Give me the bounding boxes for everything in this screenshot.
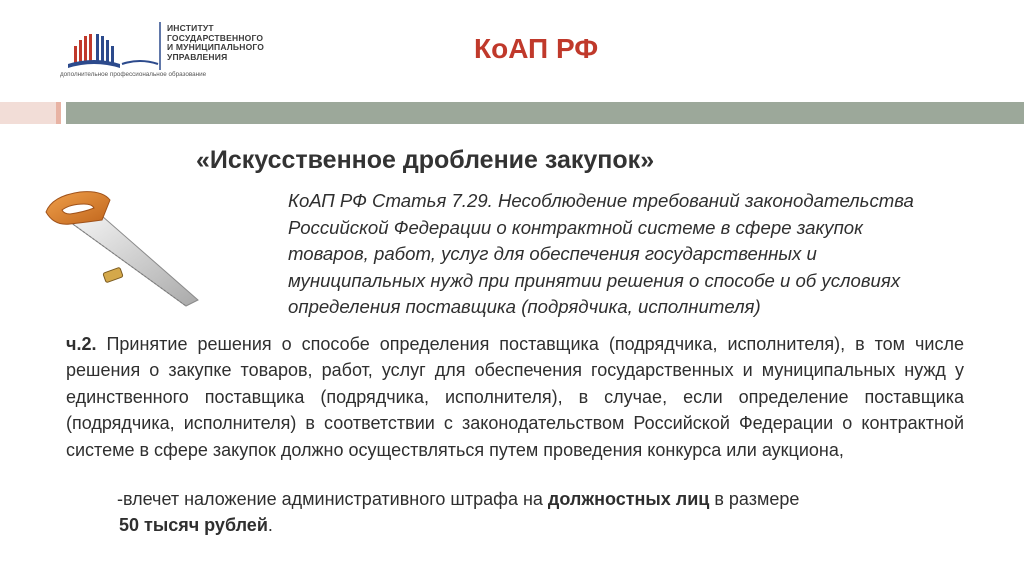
slide-title: КоАП РФ xyxy=(474,33,599,64)
penalty-prefix: -влечет наложение административного штрафа на xyxy=(117,489,548,509)
penalty-subject: должностных лиц xyxy=(547,489,710,509)
saw-icon xyxy=(40,186,210,316)
fine-amount: 50 тысяч рублей xyxy=(119,515,268,535)
penalty-suffix: в размере xyxy=(709,489,800,509)
accent-bar-divider xyxy=(56,102,61,124)
article-line: муниципальных нужд при принятии решения о способе и об условиях xyxy=(288,269,901,291)
logo-line: УПРАВЛЕНИЯ xyxy=(167,51,228,62)
logo-line: И МУНИЦИПАЛЬНОГО xyxy=(167,42,265,53)
logo-line: ИНСТИТУТ xyxy=(167,23,214,33)
part-label: ч.2. xyxy=(66,334,97,354)
institute-logo xyxy=(60,22,310,82)
part-body: Принятие решения о способе определения поставщика (подрядчика, исполнителя), в том числе решения о закупке товаров, работ, услуг для обеспечения государственных и муниципальных нужд у единственного поставщика (подрядчика, исполнителя), в случае, если определение поставщика (подрядчика, исполнителя) в соответствии с законодательством Российской Федерации о контрактной системе в сфере закупок должно осуществляться путем проведения конкурса или аукциона, xyxy=(66,334,964,460)
penalty-line xyxy=(117,486,799,512)
article-reference xyxy=(288,188,968,321)
accent-bar-main xyxy=(66,102,1024,124)
fine-amount-suffix: . xyxy=(267,515,273,535)
logo-line: ГОСУДАРСТВЕННОГО xyxy=(167,32,264,43)
article-line: товаров, работ, услуг для обеспечения государственных и xyxy=(288,243,817,265)
institute-logo-icon xyxy=(60,22,165,70)
article-line: КоАП РФ Статья 7.29. Несоблюдение требований законодательства xyxy=(288,190,914,211)
part-2-text xyxy=(66,331,964,463)
article-line: Российской Федерации о контрактной системе в сфере закупок xyxy=(288,216,863,238)
logo-subtitle: дополнительное профессиональное образование xyxy=(60,71,207,78)
accent-bar-left xyxy=(0,102,56,124)
logo-text xyxy=(167,24,264,62)
fine-amount-line xyxy=(119,512,273,538)
article-line: определения поставщика (подрядчика, исполнителя) xyxy=(288,296,761,318)
section-heading: «Искусственное дробление закупок» xyxy=(196,146,655,174)
